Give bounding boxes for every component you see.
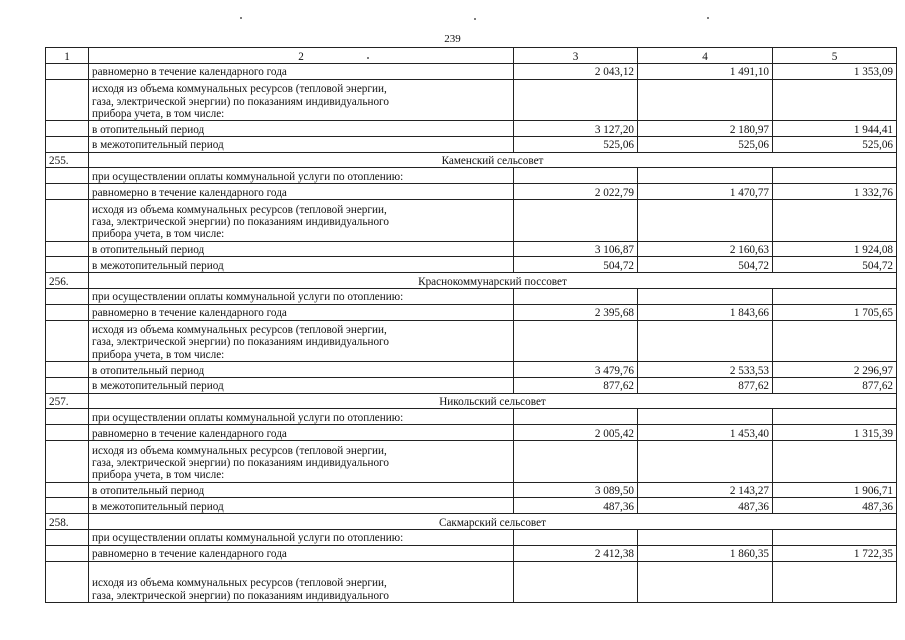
- table-row: [46, 200, 897, 242]
- value-col5: 487,36: [773, 498, 897, 514]
- row-description: [89, 561, 514, 603]
- value-col5: 1 944,41: [773, 121, 897, 137]
- section-number: 255.: [46, 152, 89, 168]
- row-number-cell: [46, 482, 89, 498]
- table-row: [46, 409, 897, 425]
- value-col3: 877,62: [514, 377, 638, 393]
- value-col3: [514, 561, 638, 603]
- table-row: [46, 121, 897, 137]
- scan-speck: [240, 17, 242, 19]
- description-line: прибора учета, в том числе:: [92, 228, 225, 241]
- description-line: прибора учета, в том числе:: [92, 107, 225, 120]
- row-number-cell: [46, 561, 89, 603]
- row-description: в межотопительный период: [89, 257, 514, 273]
- description-line: газа, электрической энергии) по показаниям индивидуального: [92, 589, 389, 602]
- column-header: 3: [514, 48, 638, 64]
- value-col5: 1 722,35: [773, 545, 897, 561]
- value-col3: [514, 409, 638, 425]
- value-col5: 525,06: [773, 136, 897, 152]
- row-description: [89, 79, 514, 121]
- scan-speck: [474, 18, 476, 20]
- column-header: 2: [89, 48, 514, 64]
- value-col4: [638, 441, 773, 483]
- value-col5: [773, 320, 897, 362]
- value-col5: 1 705,65: [773, 304, 897, 320]
- row-number-cell: [46, 241, 89, 257]
- value-col4: 504,72: [638, 257, 773, 273]
- row-number-cell: [46, 257, 89, 273]
- section-row: [46, 152, 897, 168]
- section-number: 257.: [46, 393, 89, 409]
- section-title: Сакмарский сельсовет: [89, 514, 897, 530]
- row-number-cell: [46, 200, 89, 242]
- value-col3: 2 043,12: [514, 63, 638, 79]
- value-col3: 3 106,87: [514, 241, 638, 257]
- row-description: равномерно в течение календарного года: [89, 63, 514, 79]
- description-line: газа, электрической энергии) по показаниям индивидуального: [92, 95, 389, 108]
- value-col3: [514, 320, 638, 362]
- table-header-row: [46, 48, 897, 64]
- row-description: равномерно в течение календарного года: [89, 425, 514, 441]
- value-col3: 487,36: [514, 498, 638, 514]
- section-number: 258.: [46, 514, 89, 530]
- value-col4: 525,06: [638, 136, 773, 152]
- table-row: [46, 498, 897, 514]
- value-col4: 1 453,40: [638, 425, 773, 441]
- value-col3: 2 005,42: [514, 425, 638, 441]
- description-line: исходя из объема коммунальных ресурсов (тепловой энергии,: [92, 444, 387, 457]
- value-col5: 1 332,76: [773, 184, 897, 200]
- row-description: в отопительный период: [89, 362, 514, 378]
- value-col5: 1 315,39: [773, 425, 897, 441]
- row-number-cell: [46, 545, 89, 561]
- table-row: [46, 545, 897, 561]
- row-description: [89, 320, 514, 362]
- value-col4: 1 843,66: [638, 304, 773, 320]
- row-description: в отопительный период: [89, 121, 514, 137]
- value-col5: [773, 561, 897, 603]
- table-row: [46, 168, 897, 184]
- value-col5: [773, 288, 897, 304]
- row-description: в отопительный период: [89, 482, 514, 498]
- value-col5: [773, 441, 897, 483]
- row-description: [89, 441, 514, 483]
- table-row: [46, 482, 897, 498]
- page-number: 239: [444, 33, 461, 45]
- value-col4: 2 160,63: [638, 241, 773, 257]
- value-col3: 525,06: [514, 136, 638, 152]
- value-col5: [773, 409, 897, 425]
- value-col5: 1 924,08: [773, 241, 897, 257]
- value-col5: [773, 200, 897, 242]
- description-line: прибора учета, в том числе:: [92, 469, 225, 482]
- section-title: Краснокоммунарский поссовет: [89, 273, 897, 289]
- row-description: в межотопительный период: [89, 498, 514, 514]
- value-col4: 1 860,35: [638, 545, 773, 561]
- row-number-cell: [46, 79, 89, 121]
- section-title: Никольский сельсовет: [89, 393, 897, 409]
- value-col3: 2 022,79: [514, 184, 638, 200]
- value-col3: [514, 79, 638, 121]
- table-row: [46, 377, 897, 393]
- table-row: [46, 425, 897, 441]
- row-description: в межотопительный период: [89, 136, 514, 152]
- value-col5: 877,62: [773, 377, 897, 393]
- value-col4: 2 143,27: [638, 482, 773, 498]
- row-description: равномерно в течение календарного года: [89, 545, 514, 561]
- value-col3: 3 479,76: [514, 362, 638, 378]
- row-number-cell: [46, 529, 89, 545]
- tariff-table: [45, 47, 897, 603]
- row-number-cell: [46, 304, 89, 320]
- section-row: [46, 273, 897, 289]
- description-line: исходя из объема коммунальных ресурсов (тепловой энергии,: [92, 83, 387, 96]
- value-col4: [638, 561, 773, 603]
- row-description: при осуществлении оплаты коммунальной услуги по отоплению:: [89, 529, 514, 545]
- column-header: 4: [638, 48, 773, 64]
- row-description: при осуществлении оплаты коммунальной услуги по отоплению:: [89, 409, 514, 425]
- section-row: [46, 514, 897, 530]
- value-col4: [638, 79, 773, 121]
- description-line: прибора учета, в том числе:: [92, 348, 225, 361]
- column-header: 1: [46, 48, 89, 64]
- description-line: газа, электрической энергии) по показаниям индивидуального: [92, 456, 389, 469]
- value-col5: 504,72: [773, 257, 897, 273]
- value-col4: 1 470,77: [638, 184, 773, 200]
- row-number-cell: [46, 168, 89, 184]
- table-row: [46, 257, 897, 273]
- table-row: [46, 304, 897, 320]
- table-row: [46, 63, 897, 79]
- table-row: [46, 136, 897, 152]
- row-number-cell: [46, 498, 89, 514]
- value-col4: [638, 200, 773, 242]
- value-col5: 1 906,71: [773, 482, 897, 498]
- table-row: [46, 561, 897, 603]
- value-col5: 1 353,09: [773, 63, 897, 79]
- table-row: [46, 320, 897, 362]
- description-line: исходя из объема коммунальных ресурсов (тепловой энергии,: [92, 577, 387, 590]
- section-row: [46, 393, 897, 409]
- value-col3: 3 127,20: [514, 121, 638, 137]
- row-number-cell: [46, 184, 89, 200]
- value-col3: 2 412,38: [514, 545, 638, 561]
- value-col4: [638, 320, 773, 362]
- value-col3: [514, 288, 638, 304]
- row-description: в отопительный период: [89, 241, 514, 257]
- value-col5: 2 296,97: [773, 362, 897, 378]
- row-description: в межотопительный период: [89, 377, 514, 393]
- value-col3: 3 089,50: [514, 482, 638, 498]
- table-row: [46, 241, 897, 257]
- value-col3: [514, 529, 638, 545]
- row-description: при осуществлении оплаты коммунальной услуги по отоплению:: [89, 288, 514, 304]
- description-line: газа, электрической энергии) по показаниям индивидуального: [92, 336, 389, 349]
- row-description: [89, 200, 514, 242]
- value-col4: 2 533,53: [638, 362, 773, 378]
- table-row: [46, 362, 897, 378]
- row-description: равномерно в течение календарного года: [89, 184, 514, 200]
- table-row: [46, 79, 897, 121]
- value-col4: [638, 409, 773, 425]
- value-col5: [773, 529, 897, 545]
- value-col4: 2 180,97: [638, 121, 773, 137]
- value-col3: [514, 168, 638, 184]
- row-number-cell: [46, 362, 89, 378]
- row-description: равномерно в течение календарного года: [89, 304, 514, 320]
- row-number-cell: [46, 121, 89, 137]
- value-col3: [514, 200, 638, 242]
- row-number-cell: [46, 441, 89, 483]
- row-number-cell: [46, 288, 89, 304]
- value-col4: [638, 168, 773, 184]
- value-col4: [638, 529, 773, 545]
- row-number-cell: [46, 320, 89, 362]
- table-row: [46, 288, 897, 304]
- value-col3: [514, 441, 638, 483]
- scan-speck: [707, 17, 709, 19]
- table-row: [46, 529, 897, 545]
- description-line: исходя из объема коммунальных ресурсов (тепловой энергии,: [92, 324, 387, 337]
- table-row: [46, 441, 897, 483]
- row-number-cell: [46, 63, 89, 79]
- value-col3: 2 395,68: [514, 304, 638, 320]
- section-title: Каменский сельсовет: [89, 152, 897, 168]
- row-number-cell: [46, 425, 89, 441]
- row-number-cell: [46, 409, 89, 425]
- table-row: [46, 184, 897, 200]
- row-number-cell: [46, 377, 89, 393]
- value-col4: 487,36: [638, 498, 773, 514]
- value-col4: [638, 288, 773, 304]
- value-col5: [773, 79, 897, 121]
- value-col3: 504,72: [514, 257, 638, 273]
- row-number-cell: [46, 136, 89, 152]
- description-line: газа, электрической энергии) по показаниям индивидуального: [92, 215, 389, 228]
- value-col4: 877,62: [638, 377, 773, 393]
- section-number: 256.: [46, 273, 89, 289]
- value-col5: [773, 168, 897, 184]
- column-header: 5: [773, 48, 897, 64]
- row-description: при осуществлении оплаты коммунальной услуги по отоплению:: [89, 168, 514, 184]
- description-line: исходя из объема коммунальных ресурсов (тепловой энергии,: [92, 203, 387, 216]
- value-col4: 1 491,10: [638, 63, 773, 79]
